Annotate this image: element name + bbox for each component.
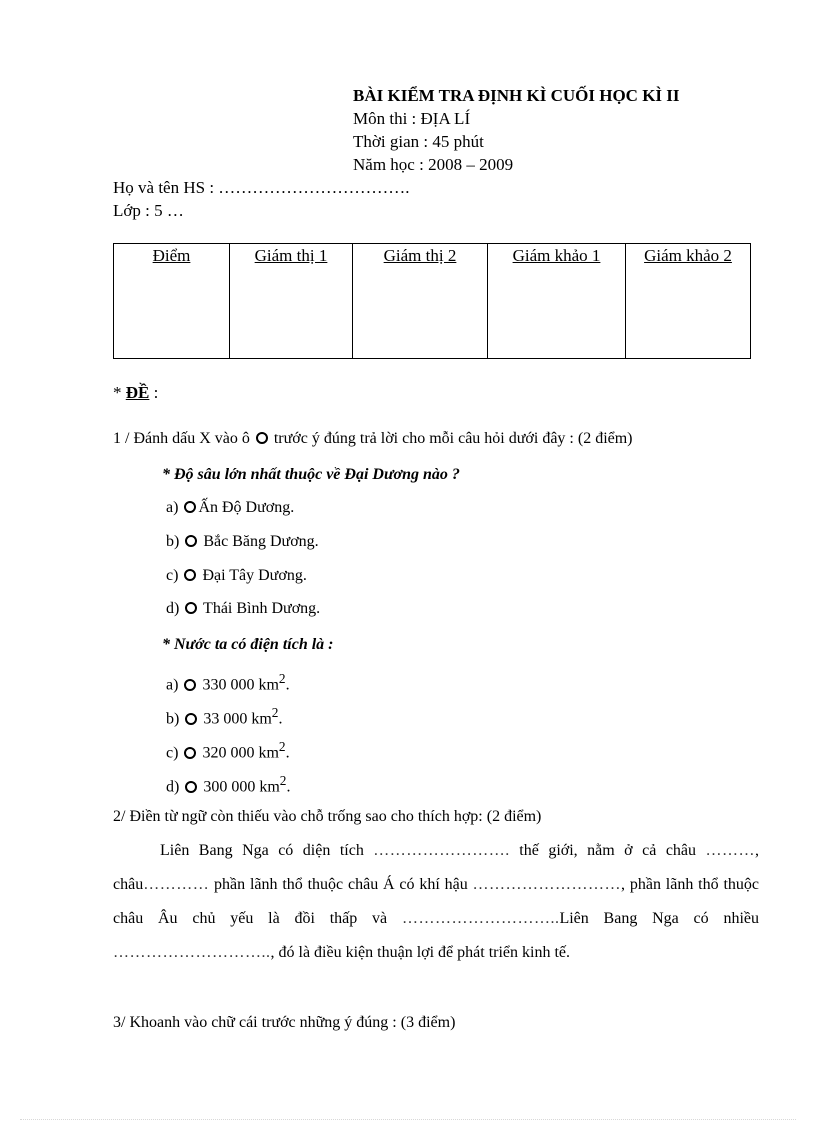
score-header-giam-thi-1: Giám thị 1: [230, 244, 353, 359]
option-letter: b): [166, 533, 180, 550]
option-1b-d[interactable]: [166, 770, 290, 798]
circle-checkbox-icon[interactable]: [184, 747, 196, 759]
de-heading: [113, 382, 158, 404]
option-letter: d): [166, 778, 180, 796]
score-header-giam-thi-2: Giám thị 2: [353, 244, 488, 359]
exam-title: BÀI KIỂM TRA ĐỊNH KÌ CUỐI HỌC KÌ II: [353, 86, 680, 105]
circle-checkbox-icon[interactable]: [185, 713, 197, 725]
option-1b-b[interactable]: [166, 702, 282, 730]
student-class-line: Lớp : 5 …: [113, 201, 184, 220]
option-1a-c[interactable]: [166, 565, 307, 587]
q2-text: thế giới, nằm ở cả châu: [509, 842, 706, 859]
option-value: 300 000 km: [203, 778, 280, 796]
exam-year: Năm học : 2008 – 2009: [353, 155, 514, 174]
fill-blank[interactable]: ………………………: [472, 876, 622, 893]
score-table-row: [114, 244, 751, 359]
option-value: 330 000 km: [202, 676, 279, 694]
question-1-title: [113, 428, 633, 450]
q2-text: , phần lãnh thổ thuộc châu Âu chủ yếu là đồi thấp và: [113, 876, 760, 927]
q2-text: , đó là điều kiện thuận lợi để phát triển kinh tế.: [270, 944, 570, 961]
option-superscript: 2: [278, 671, 286, 686]
option-value: 33 000 km: [203, 710, 272, 728]
q2-text: Liên Bang Nga có diện tích: [160, 842, 374, 859]
option-letter: c): [166, 744, 179, 762]
option-1a-d[interactable]: [166, 598, 320, 620]
score-header-giam-khao-1: Giám khảo 1: [488, 244, 626, 359]
option-letter: d): [166, 600, 180, 617]
q2-text: Liên Bang Nga có nhiều: [559, 910, 759, 927]
circle-checkbox-icon[interactable]: [185, 602, 197, 614]
option-letter: b): [166, 710, 180, 728]
de-suffix: :: [149, 383, 159, 402]
circle-box-icon: [256, 432, 268, 444]
option-text: Thái Bình Dương.: [203, 600, 321, 617]
option-letter: c): [166, 567, 179, 584]
option-superscript: 2: [278, 739, 286, 754]
exam-time: Thời gian : 45 phút: [353, 132, 484, 151]
fill-blank[interactable]: ………………………..: [401, 910, 560, 927]
question-1a-prompt: * Độ sâu lớn nhất thuộc về Đại Dương nào ?: [162, 466, 460, 483]
circle-checkbox-icon[interactable]: [184, 501, 196, 513]
option-superscript: 2: [271, 705, 279, 720]
circle-checkbox-icon[interactable]: [184, 679, 196, 691]
question-2-paragraph: [113, 834, 759, 970]
option-end: .: [278, 710, 283, 728]
question-1-text-before: 1 / Đánh dấu X vào ô: [113, 430, 254, 447]
de-prefix: *: [113, 383, 126, 402]
de-label: ĐỀ: [125, 383, 150, 402]
circle-checkbox-icon[interactable]: [185, 781, 197, 793]
circle-checkbox-icon[interactable]: [184, 569, 196, 581]
option-1b-a[interactable]: [166, 668, 290, 696]
option-1a-a[interactable]: [166, 497, 294, 519]
option-value: 320 000 km: [202, 744, 279, 762]
q2-text: , châu: [113, 842, 759, 893]
option-text: Đại Tây Dương.: [202, 567, 307, 584]
option-end: .: [286, 778, 291, 796]
option-letter: a): [166, 499, 179, 516]
score-header-diem: Điểm: [114, 244, 230, 359]
question-1b-prompt: * Nước ta có điện tích là :: [162, 636, 334, 653]
fill-blank[interactable]: ………………………..: [113, 944, 271, 961]
option-superscript: 2: [279, 773, 287, 788]
student-name-line: Họ và tên HS : …………………………….: [113, 178, 410, 197]
option-1b-c[interactable]: [166, 736, 290, 764]
option-end: .: [285, 744, 290, 762]
option-letter: a): [166, 676, 179, 694]
option-text: Ấn Độ Dương.: [198, 499, 295, 516]
score-header-giam-khao-2: Giám khảo 2: [626, 244, 751, 359]
fill-blank[interactable]: …………: [143, 876, 210, 893]
question-3-title: 3/ Khoanh vào chữ cái trước những ý đúng : (3 điểm): [113, 1014, 456, 1031]
option-1a-b[interactable]: [166, 531, 319, 553]
score-table: [113, 243, 751, 359]
page-bottom-divider: [20, 1119, 796, 1120]
question-1-text-after: trước ý đúng trả lời cho mỗi câu hỏi dưới đây : (2 điểm): [269, 430, 633, 447]
question-2-title: 2/ Điền từ ngữ còn thiếu vào chỗ trống sao cho thích hợp: (2 điểm): [113, 808, 542, 825]
fill-blank[interactable]: ………: [705, 842, 755, 859]
option-text: Bắc Băng Dương.: [203, 533, 319, 550]
option-end: .: [285, 676, 290, 694]
exam-subject: Môn thi : ĐỊA LÍ: [353, 109, 471, 128]
fill-blank[interactable]: …………………….: [373, 842, 510, 859]
circle-checkbox-icon[interactable]: [185, 535, 197, 547]
q2-text: phần lãnh thổ thuộc châu Á có khí hậu: [209, 876, 473, 893]
